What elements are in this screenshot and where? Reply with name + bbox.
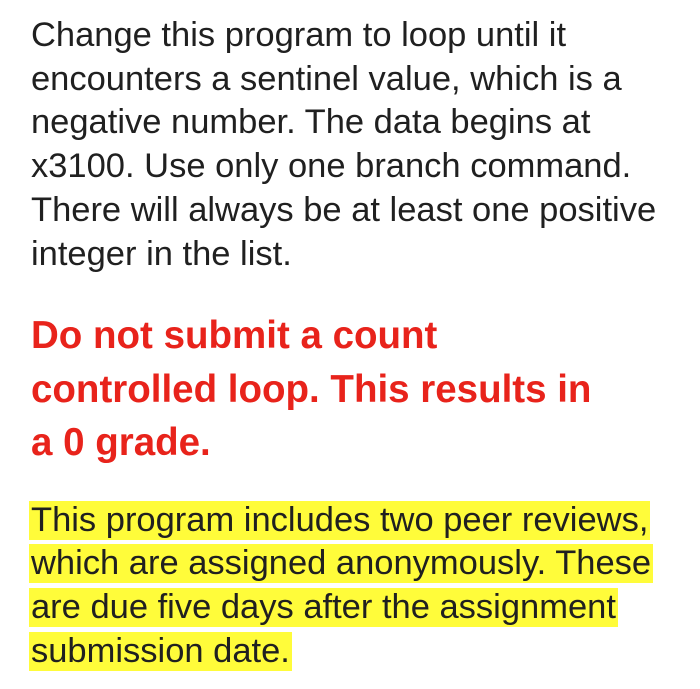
warning-line-2: controlled loop. This results in	[31, 367, 592, 411]
warning-line-3: a 0 grade.	[31, 421, 211, 465]
instructions-line-3: negative number. The data begins at	[31, 103, 591, 142]
highlighted-text: submission date.	[31, 631, 290, 670]
note-line-3	[31, 586, 681, 630]
highlighted-text: This program includes two peer reviews,	[31, 500, 649, 539]
instructions-line-1: Change this program to loop until it	[31, 16, 567, 54]
note-line-1	[31, 499, 681, 543]
instructions-line-6: integer in the list.	[31, 234, 292, 273]
note-line-2	[31, 542, 681, 586]
peer-review-note	[31, 499, 681, 674]
assignment-content	[31, 14, 681, 674]
note-line-4	[31, 630, 681, 674]
warning-paragraph	[31, 309, 681, 470]
warning-line-1: Do not submit a count	[31, 314, 438, 358]
instructions-line-2: encounters a sentinel value, which is a	[31, 59, 622, 98]
highlighted-text: which are assigned anonymously. These	[31, 544, 652, 583]
highlighted-text: are due five days after the assignment	[31, 588, 616, 627]
instructions-line-5: There will always be at least one positive	[31, 190, 657, 229]
instructions-paragraph	[31, 14, 681, 276]
instructions-line-4: x3100. Use only one branch command.	[31, 147, 632, 186]
